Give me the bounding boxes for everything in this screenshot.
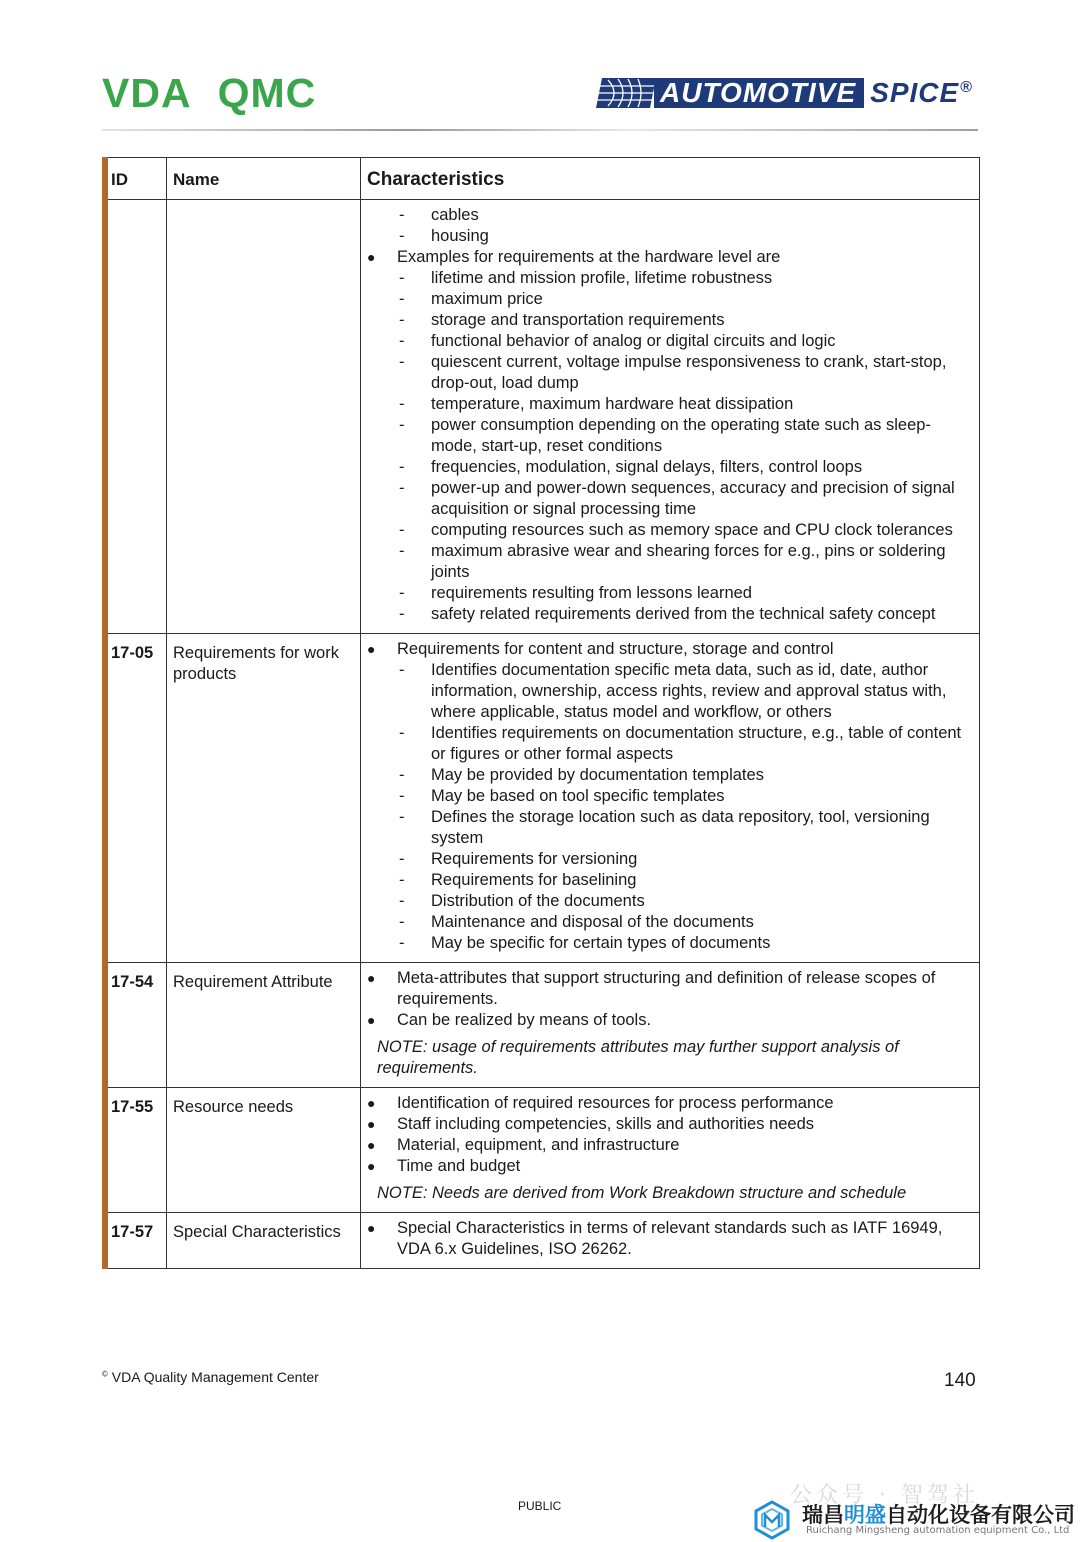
- company-name: 瑞昌明盛自动化设备有限公司: [802, 1503, 1075, 1527]
- characteristics-cell: [361, 200, 980, 634]
- note-text: NOTE: Needs are derived from Work Breakdown structure and schedule: [377, 1184, 907, 1202]
- copyright-notice: [102, 1369, 319, 1385]
- header-name: Name: [173, 170, 220, 189]
- copyright-text: VDA Quality Management Center: [111, 1369, 319, 1385]
- list-item: - Distribution of the documents: [399, 892, 645, 910]
- table-row: [103, 634, 980, 963]
- list-item: - lifetime and mission profile, lifetime robustness: [399, 269, 773, 287]
- list-item: - maximum abrasive wear and shearing forces for e.g., pins or soldering joints: [399, 542, 946, 581]
- list-item: - computing resources such as memory space and CPU clock tolerances: [399, 521, 953, 539]
- bullet-item: ● Meta-attributes that support structuring and definition of release scopes of requirements.: [367, 969, 936, 1008]
- header-id: ID: [111, 170, 128, 189]
- row-name: Requirements for work products: [167, 634, 361, 963]
- copyright-symbol: ©: [102, 1369, 108, 1379]
- list-item: - storage and transportation requirements: [399, 311, 725, 329]
- bullet-item: ● Identification of required resources for process performance: [367, 1094, 834, 1112]
- automotive-wordmark: AUTOMOTIVE: [654, 78, 864, 108]
- table-row: [103, 1213, 980, 1269]
- bullet-item: ● Can be realized by means of tools.: [367, 1011, 652, 1029]
- bullet-item: ● Special Characteristics in terms of relevant standards such as IATF 16949, VDA 6.x Guidelines, ISO 26262.: [367, 1219, 943, 1258]
- list-item: - functional behavior of analog or digital circuits and logic: [399, 332, 836, 350]
- list-item: - May be provided by documentation templates: [399, 766, 764, 784]
- list-item: - Identifies requirements on documentation structure, e.g., table of content or figures or other formal aspects: [399, 724, 962, 763]
- table-header-row: [103, 158, 980, 200]
- list-item: - frequencies, modulation, signal delays, filters, control loops: [399, 458, 863, 476]
- characteristics-cell: [361, 1088, 980, 1213]
- list-item: - Requirements for baselining: [399, 871, 637, 889]
- row-id: 17-57: [103, 1213, 167, 1269]
- list-item: - cables: [399, 206, 479, 224]
- row-id: 17-54: [103, 963, 167, 1088]
- work-products-table: [102, 157, 980, 1269]
- globe-grid-icon: [594, 77, 656, 109]
- characteristics-cell: [361, 634, 980, 963]
- registered-mark: ®: [960, 78, 973, 96]
- classification-label: PUBLIC: [518, 1499, 562, 1513]
- list-item: - Requirements for versioning: [399, 850, 638, 868]
- page-number: 140: [944, 1370, 976, 1391]
- bullet-item: ● Staff including competencies, skills and authorities needs: [367, 1115, 815, 1133]
- list-item: - quiescent current, voltage impulse responsiveness to crank, start-stop, drop-out, load dump: [399, 353, 947, 392]
- vda-qmc-logo: [102, 68, 316, 118]
- list-item: - Defines the storage location such as data repository, tool, versioning system: [399, 808, 930, 847]
- note-text: NOTE: usage of requirements attributes may further support analysis of requirements.: [377, 1038, 899, 1077]
- list-item: - housing: [399, 227, 489, 245]
- automotive-spice-logo: [594, 76, 978, 110]
- bullet-item: ● Requirements for content and structure, storage and control: [367, 640, 834, 658]
- row-name: Special Characteristics: [167, 1213, 361, 1269]
- row-name: Requirement Attribute: [167, 963, 361, 1088]
- table-accent-bar: [102, 157, 108, 1269]
- row-id: 17-55: [103, 1088, 167, 1213]
- list-item: - safety related requirements derived from the technical safety concept: [399, 605, 936, 623]
- faded-watermark-text: 公众号 · 智驾社: [790, 1483, 979, 1508]
- row-id: 17-05: [103, 634, 167, 963]
- header-divider: [102, 129, 978, 131]
- list-item: - May be based on tool specific templates: [399, 787, 725, 805]
- company-name-english: Ruichang Mingsheng automation equipment Co., Ltd: [806, 1525, 1070, 1536]
- list-item: - Maintenance and disposal of the documents: [399, 913, 754, 931]
- qmc-logo-text: QMC: [217, 69, 317, 116]
- characteristics-cell: [361, 963, 980, 1088]
- vda-logo-text: VDA: [102, 69, 192, 116]
- bullet-item: ● Examples for requirements at the hardware level are: [367, 248, 781, 266]
- list-item: - power consumption depending on the operating state such as sleep-mode, start-up, reset conditions: [399, 416, 931, 455]
- bullet-item: ● Material, equipment, and infrastructure: [367, 1136, 680, 1154]
- spice-text: SPICE: [870, 77, 960, 108]
- table-row: [103, 1088, 980, 1213]
- header-characteristics: Characteristics: [367, 169, 505, 190]
- list-item: - temperature, maximum hardware heat dissipation: [399, 395, 794, 413]
- bullet-item: ● Time and budget: [367, 1157, 521, 1175]
- table-row-continuation: [103, 200, 980, 634]
- list-item: - maximum price: [399, 290, 543, 308]
- company-hexagon-logo-icon: [752, 1500, 792, 1540]
- characteristics-cell: [361, 1213, 980, 1269]
- list-item: - requirements resulting from lessons learned: [399, 584, 752, 602]
- row-name: Resource needs: [167, 1088, 361, 1213]
- list-item: - Identifies documentation specific meta data, such as id, date, author information, ownership, access rights, review and approval status with, where applicable, status model and workflow, or others: [399, 661, 947, 721]
- table-row: [103, 963, 980, 1088]
- list-item: - power-up and power-down sequences, accuracy and precision of signal acquisition or signal processing time: [399, 479, 955, 518]
- spice-wordmark: [870, 77, 973, 109]
- list-item: - May be specific for certain types of documents: [399, 934, 771, 952]
